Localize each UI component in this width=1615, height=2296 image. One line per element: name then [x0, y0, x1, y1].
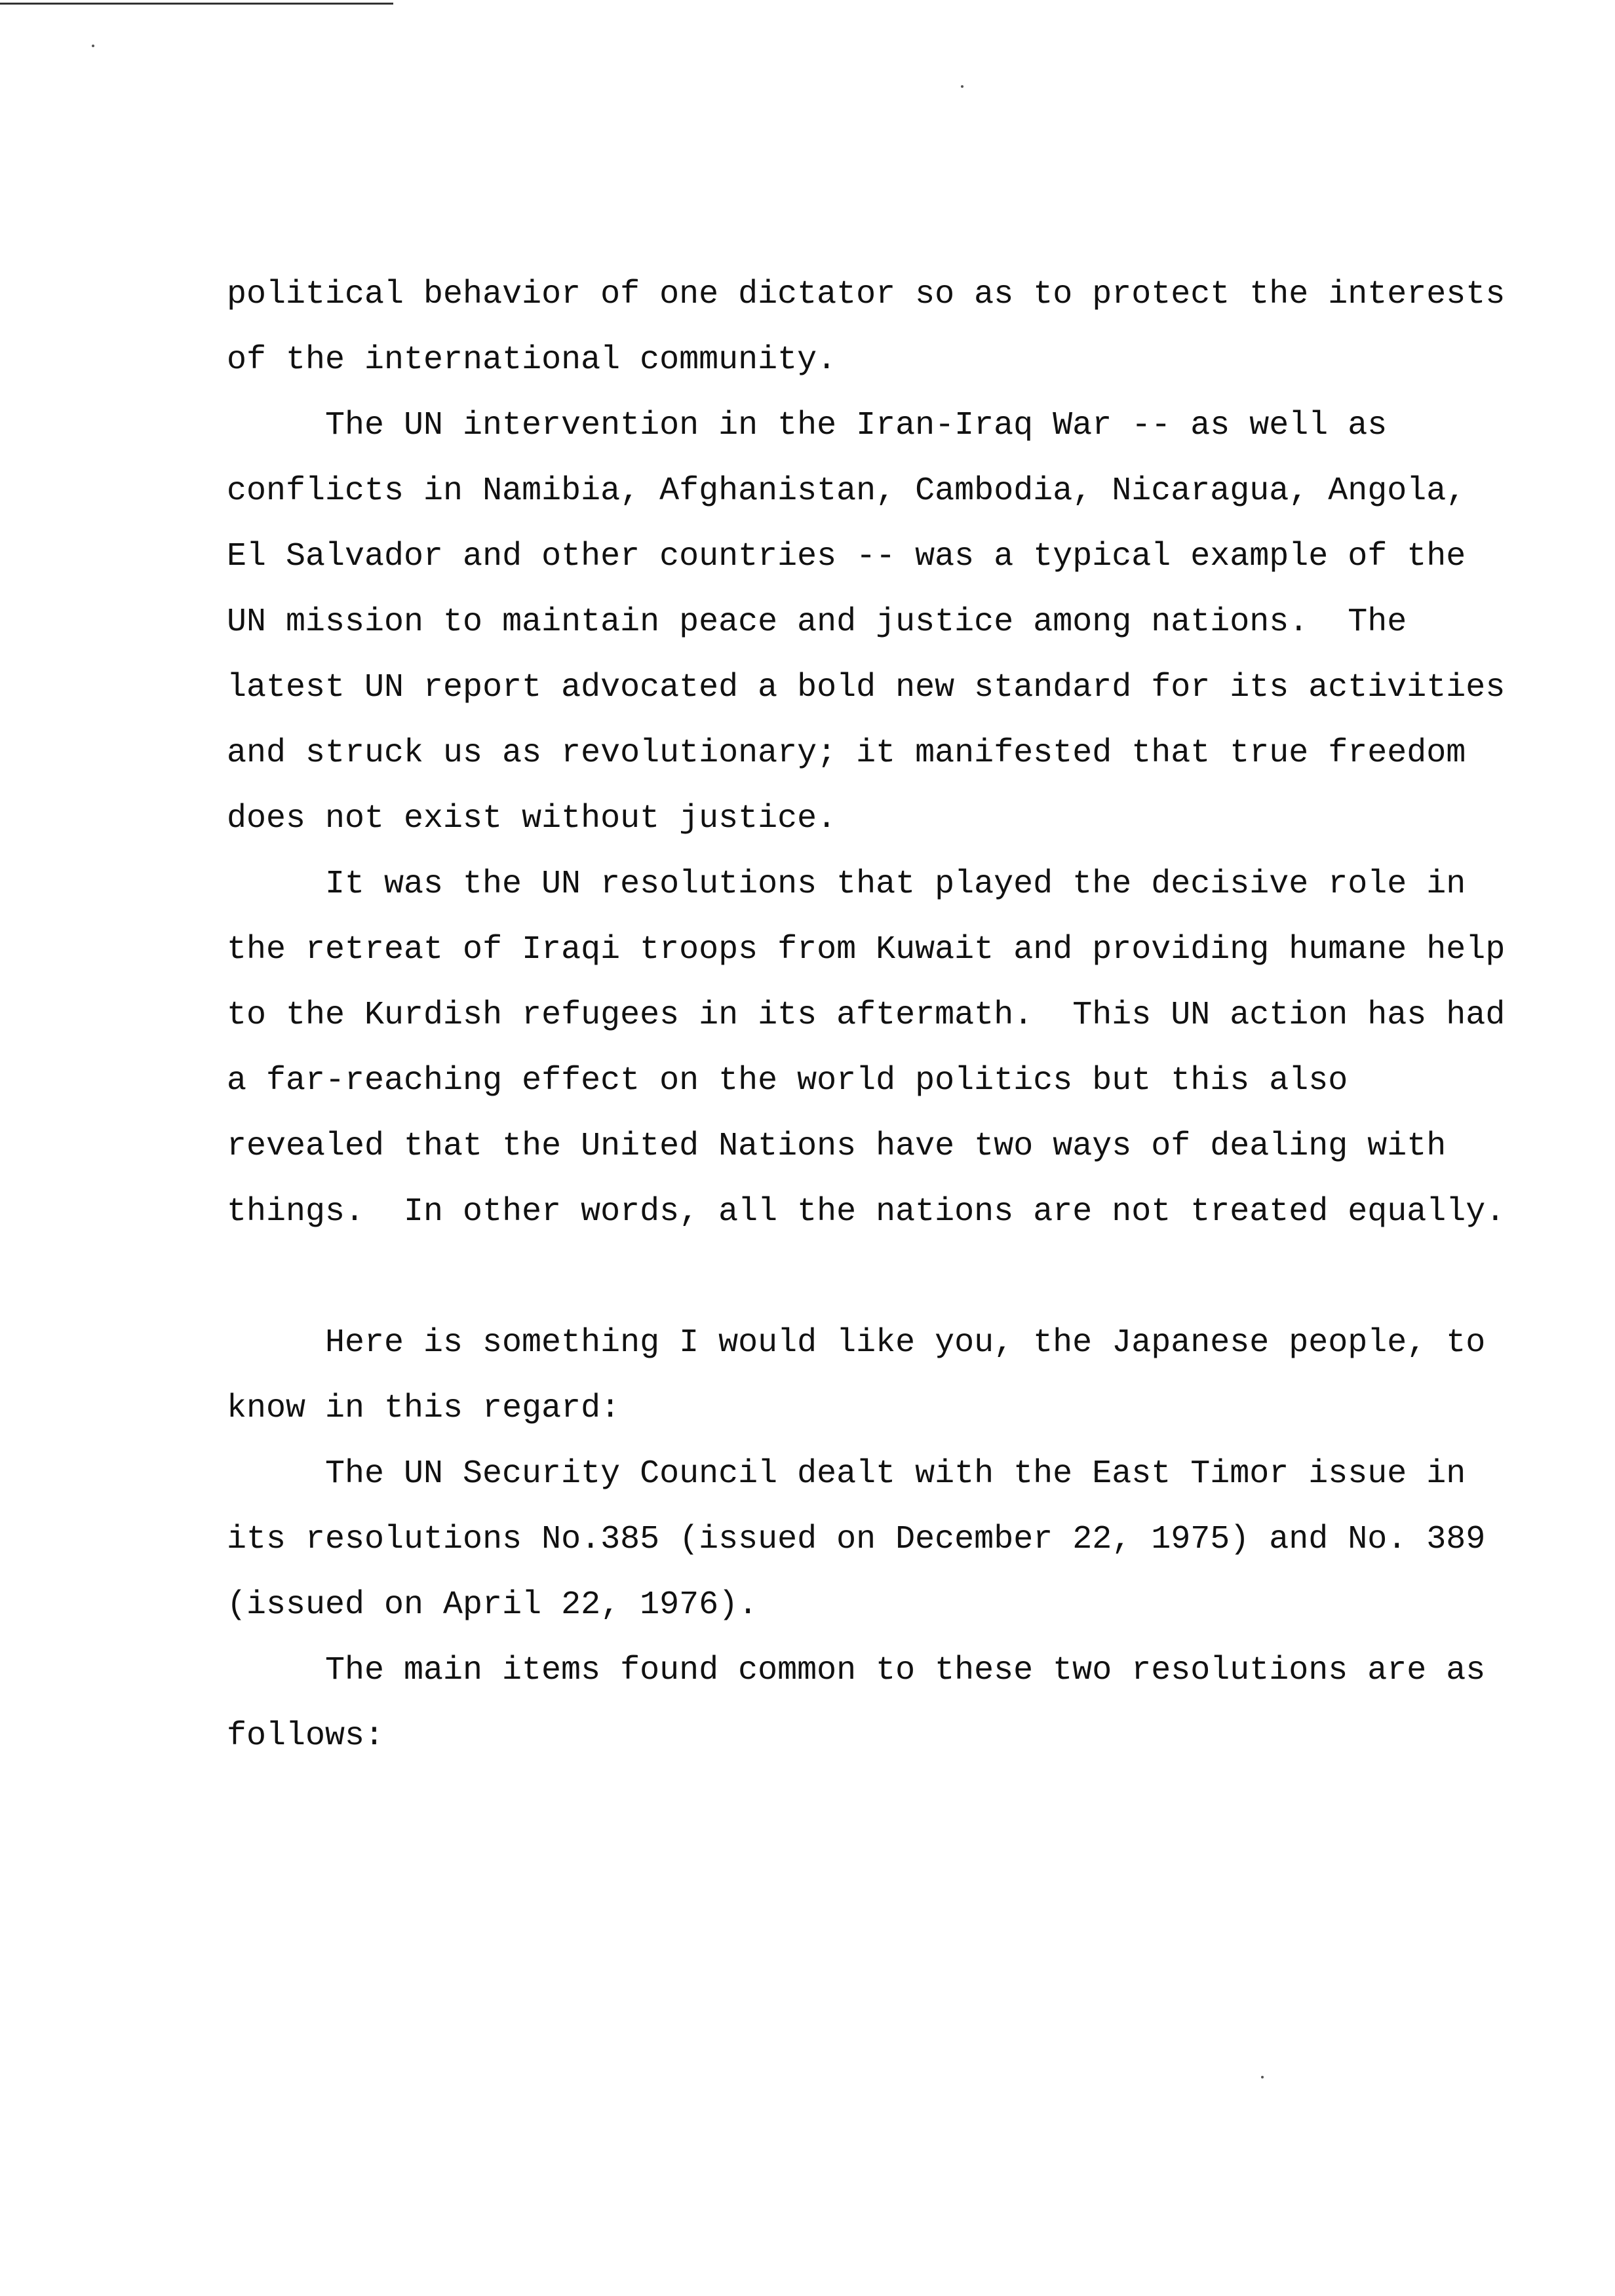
paragraph: political behavior of one dictator so as to protect the interests of the international community. — [227, 276, 1525, 379]
scan-speck — [1261, 2076, 1264, 2078]
paragraph: Here is something I would like you, the Japanese people, to know in this regard: — [227, 1324, 1506, 1427]
paragraph: The main items found common to these two resolutions are as follows: — [227, 1652, 1506, 1755]
top-edge-rule — [0, 3, 393, 5]
scan-speck — [961, 85, 963, 88]
scan-speck — [92, 45, 94, 47]
document-body — [227, 262, 1525, 1769]
paragraph: The UN intervention in the Iran-Iraq War -- as well as conflicts in Namibia, Afghanistan, Cambodia, Nicaragua, Angola, El Salvador and other countries -- was a typical example of the UN mission to maintain peace and justice among nations. The latest UN report advocated a bold new standard for its activities and struck us as revolutionary; it manifested that true freedom does not exist without justice. — [227, 407, 1525, 837]
paragraph: It was the UN resolutions that played the decisive role in the retreat of Iraqi troops from Kuwait and providing humane help to the Kurdish refugees in its aftermath. This UN action has had a far-reaching effect on the world politics but this also revealed that the United Nations have two ways of dealing with things. In other words, all the nations are not treated equally. — [227, 866, 1525, 1231]
paragraph-gap — [227, 1245, 1511, 1311]
paragraph: The UN Security Council dealt with the East Timor issue in its resolutions No.385 (issued on December 22, 1975) and No. 389 (issued on April 22, 1976). — [227, 1455, 1506, 1624]
